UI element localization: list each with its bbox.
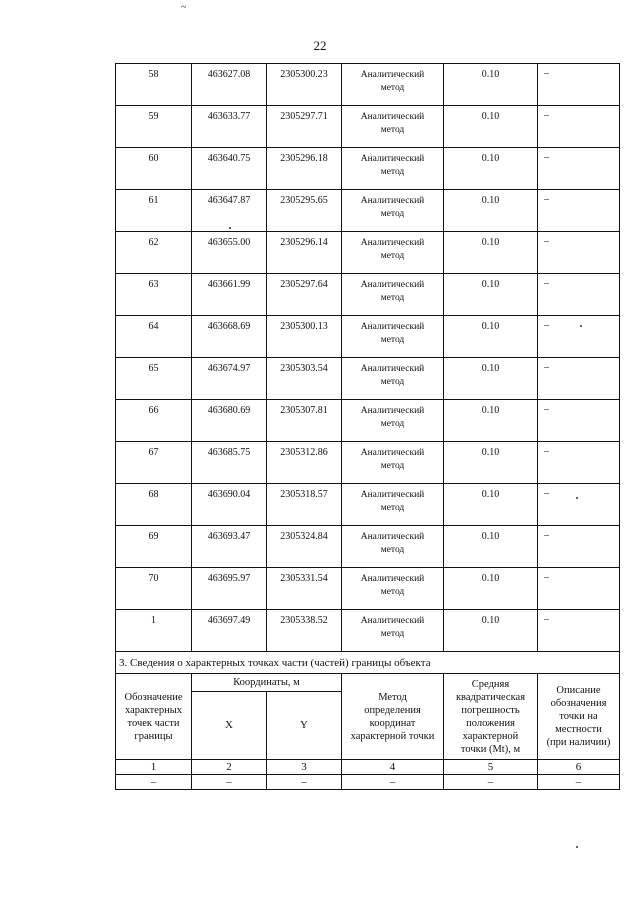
method-line: Аналитический — [360, 154, 425, 164]
description-cell: – — [538, 400, 620, 442]
point-row — [116, 106, 620, 148]
point-number: 65 — [116, 358, 192, 400]
description-cell: – — [538, 484, 620, 526]
method-cell — [342, 358, 444, 400]
method-cell — [342, 400, 444, 442]
point-row — [116, 358, 620, 400]
coordinate-x: 463668.69 — [192, 316, 267, 358]
empty-cell: – — [192, 775, 267, 790]
method-line: Аналитический — [360, 70, 425, 80]
method-cell — [342, 526, 444, 568]
empty-cell: – — [538, 775, 620, 790]
coordinate-y: 2305318.57 — [267, 484, 342, 526]
point-number: 60 — [116, 148, 192, 190]
accuracy-value: 0.10 — [444, 358, 538, 400]
coordinate-y: 2305297.64 — [267, 274, 342, 316]
method-cell — [342, 64, 444, 106]
empty-cell: – — [267, 775, 342, 790]
method-line: метод — [380, 293, 405, 303]
scan-speck — [229, 227, 231, 229]
method-line: Аналитический — [360, 406, 425, 416]
coordinates-table — [115, 63, 620, 790]
point-row — [116, 610, 620, 652]
method-line: метод — [380, 503, 405, 513]
point-number: 70 — [116, 568, 192, 610]
accuracy-value: 0.10 — [444, 568, 538, 610]
method-line: Аналитический — [360, 322, 425, 332]
accuracy-value: 0.10 — [444, 190, 538, 232]
method-line: Аналитический — [360, 448, 425, 458]
points-table-body — [116, 64, 620, 652]
method-line: Аналитический — [360, 196, 425, 206]
method-cell — [342, 274, 444, 316]
header-point-designation: Обозначение характерных точек части границы — [116, 674, 192, 760]
method-line: Аналитический — [360, 364, 425, 374]
empty-cell: – — [116, 775, 192, 790]
method-cell — [342, 190, 444, 232]
method-cell — [342, 316, 444, 358]
point-row — [116, 484, 620, 526]
point-number: 68 — [116, 484, 192, 526]
method-line: Аналитический — [360, 574, 425, 584]
column-number: 3 — [267, 760, 342, 775]
accuracy-value: 0.10 — [444, 148, 538, 190]
header-y: Y — [267, 692, 342, 760]
point-number: 59 — [116, 106, 192, 148]
coordinate-x: 463690.04 — [192, 484, 267, 526]
description-cell: – — [538, 190, 620, 232]
coordinate-y: 2305324.84 — [267, 526, 342, 568]
coordinate-x: 463627.08 — [192, 64, 267, 106]
point-number: 64 — [116, 316, 192, 358]
scan-speck — [576, 497, 578, 499]
column-number: 4 — [342, 760, 444, 775]
point-row — [116, 274, 620, 316]
coordinate-x: 463674.97 — [192, 358, 267, 400]
scan-speck — [576, 846, 578, 848]
method-line: метод — [380, 629, 405, 639]
document-table-frame — [115, 63, 620, 790]
description-cell: – — [538, 232, 620, 274]
method-cell — [342, 442, 444, 484]
point-number: 69 — [116, 526, 192, 568]
coordinate-y: 2305296.18 — [267, 148, 342, 190]
column-numbers-row — [116, 760, 620, 775]
coordinate-y: 2305312.86 — [267, 442, 342, 484]
coordinate-x: 463661.99 — [192, 274, 267, 316]
method-line: метод — [380, 377, 405, 387]
description-cell: – — [538, 106, 620, 148]
scan-speck — [580, 325, 582, 327]
point-number: 62 — [116, 232, 192, 274]
coordinate-x: 463685.75 — [192, 442, 267, 484]
coordinate-y: 2305297.71 — [267, 106, 342, 148]
method-line: метод — [380, 587, 405, 597]
method-line: метод — [380, 545, 405, 555]
coordinate-x: 463693.47 — [192, 526, 267, 568]
coordinate-y: 2305295.65 — [267, 190, 342, 232]
empty-data-row — [116, 775, 620, 790]
coordinate-y: 2305296.14 — [267, 232, 342, 274]
coordinate-y: 2305307.81 — [267, 400, 342, 442]
point-row — [116, 400, 620, 442]
coordinate-x: 463640.75 — [192, 148, 267, 190]
top-mark: ~ — [181, 2, 187, 13]
empty-cell: – — [342, 775, 444, 790]
method-line: Аналитический — [360, 616, 425, 626]
method-line: Аналитический — [360, 532, 425, 542]
header-accuracy: Средняя квадратическая погрешность положения характерной точки (Mt), м — [444, 674, 538, 760]
point-row — [116, 442, 620, 484]
method-cell — [342, 484, 444, 526]
section-3-header — [116, 674, 620, 760]
section-3-title: 3. Сведения о характерных точках части (частей) границы объекта — [116, 652, 620, 674]
method-line: метод — [380, 335, 405, 345]
coordinate-x: 463655.00 — [192, 232, 267, 274]
point-row — [116, 148, 620, 190]
page-number: 22 — [313, 38, 327, 53]
method-cell — [342, 106, 444, 148]
column-number: 6 — [538, 760, 620, 775]
method-line: Аналитический — [360, 490, 425, 500]
description-cell: – — [538, 610, 620, 652]
point-row — [116, 568, 620, 610]
point-row — [116, 526, 620, 568]
method-line: метод — [380, 83, 405, 93]
description-cell: – — [538, 526, 620, 568]
method-cell — [342, 610, 444, 652]
point-row — [116, 316, 620, 358]
description-cell: – — [538, 358, 620, 400]
coordinate-x: 463633.77 — [192, 106, 267, 148]
point-number: 66 — [116, 400, 192, 442]
accuracy-value: 0.10 — [444, 400, 538, 442]
column-number: 1 — [116, 760, 192, 775]
accuracy-value: 0.10 — [444, 526, 538, 568]
coordinate-y: 2305338.52 — [267, 610, 342, 652]
description-cell: – — [538, 64, 620, 106]
method-line: Аналитический — [360, 280, 425, 290]
column-number: 2 — [192, 760, 267, 775]
description-cell: – — [538, 442, 620, 484]
point-number: 67 — [116, 442, 192, 484]
accuracy-value: 0.10 — [444, 442, 538, 484]
section-3-row — [116, 652, 620, 674]
description-cell: – — [538, 148, 620, 190]
coordinate-y: 2305300.13 — [267, 316, 342, 358]
method-line: метод — [380, 209, 405, 219]
point-number: 61 — [116, 190, 192, 232]
method-line: метод — [380, 419, 405, 429]
coordinate-y: 2305300.23 — [267, 64, 342, 106]
accuracy-value: 0.10 — [444, 274, 538, 316]
method-line: метод — [380, 167, 405, 177]
header-method: Метод определения координат характерной точки — [342, 674, 444, 760]
header-x: X — [192, 692, 267, 760]
method-line: Аналитический — [360, 112, 425, 122]
point-number: 58 — [116, 64, 192, 106]
point-row — [116, 190, 620, 232]
coordinate-x: 463647.87 — [192, 190, 267, 232]
description-cell: – — [538, 274, 620, 316]
method-cell — [342, 148, 444, 190]
method-line: метод — [380, 125, 405, 135]
method-line: Аналитический — [360, 238, 425, 248]
accuracy-value: 0.10 — [444, 484, 538, 526]
point-row — [116, 64, 620, 106]
coordinate-x: 463697.49 — [192, 610, 267, 652]
point-row — [116, 232, 620, 274]
column-number: 5 — [444, 760, 538, 775]
coordinate-y: 2305331.54 — [267, 568, 342, 610]
description-cell: – — [538, 316, 620, 358]
point-number: 63 — [116, 274, 192, 316]
method-cell — [342, 232, 444, 274]
method-line: метод — [380, 251, 405, 261]
description-cell: – — [538, 568, 620, 610]
accuracy-value: 0.10 — [444, 64, 538, 106]
coordinate-x: 463680.69 — [192, 400, 267, 442]
method-line: метод — [380, 461, 405, 471]
accuracy-value: 0.10 — [444, 232, 538, 274]
empty-cell: – — [444, 775, 538, 790]
accuracy-value: 0.10 — [444, 316, 538, 358]
header-coordinates: Координаты, м — [192, 674, 342, 692]
coordinate-y: 2305303.54 — [267, 358, 342, 400]
point-number: 1 — [116, 610, 192, 652]
accuracy-value: 0.10 — [444, 610, 538, 652]
accuracy-value: 0.10 — [444, 106, 538, 148]
method-cell — [342, 568, 444, 610]
header-description: Описание обозначения точки на местности (при наличии) — [538, 674, 620, 760]
coordinate-x: 463695.97 — [192, 568, 267, 610]
